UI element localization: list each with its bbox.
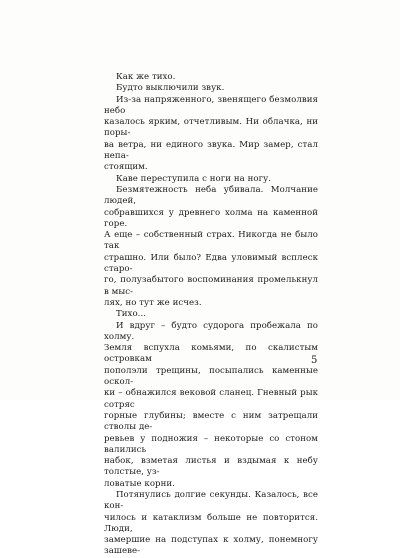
paragraph-5: Безмятежность неба убивала. Молчание людей, собравшихся у древнего холма на каменной горе. А еще – собственный страх. Никогда не было так страшно. Или было? Едва уловимый всплеск старо- го, полузабытого воспоминания промелькнул в мыс- лях, но тут же исчез. [104,184,318,308]
paragraph-7: И вдруг – будто судорога пробежала по холму. Земля вспухла комьями, по скалистым островкам пополэли трещины, посыпались каменные оскол- ки – обнажился вековой сланец. Гневный рык сотряс горные глубины; вместе с ним затрещали стволы де- ревьев у подножия – некоторые со стоном валились набок, взметая листья и вздымая к небу толстые, уз- ловатые корни. [104,320,318,489]
paragraph-2: Будто выключили звук. [116,83,225,94]
paragraph-6: Тихо... [116,309,147,320]
paragraph-1: Как же тихо. [116,72,176,82]
paragraph-8: Потянулись долгие секунды. Казалось, все кон- чилось и катаклизм больше не повторится. Люди, замершие на подступах к холму, понемногу зашеве- [104,489,318,557]
page-number: 5 [311,355,318,366]
paragraph-4: Каве переступила с ноги на ногу. [116,173,272,184]
paragraph-3: Из-за напряженного, звенящего безмолвия небо казалось ярким, отчетливым. Ни облачка, ни поры- ва ветра, ни единого звука. Мир замер, стал непа- стоящим. [104,94,318,173]
text-body [104,72,318,558]
